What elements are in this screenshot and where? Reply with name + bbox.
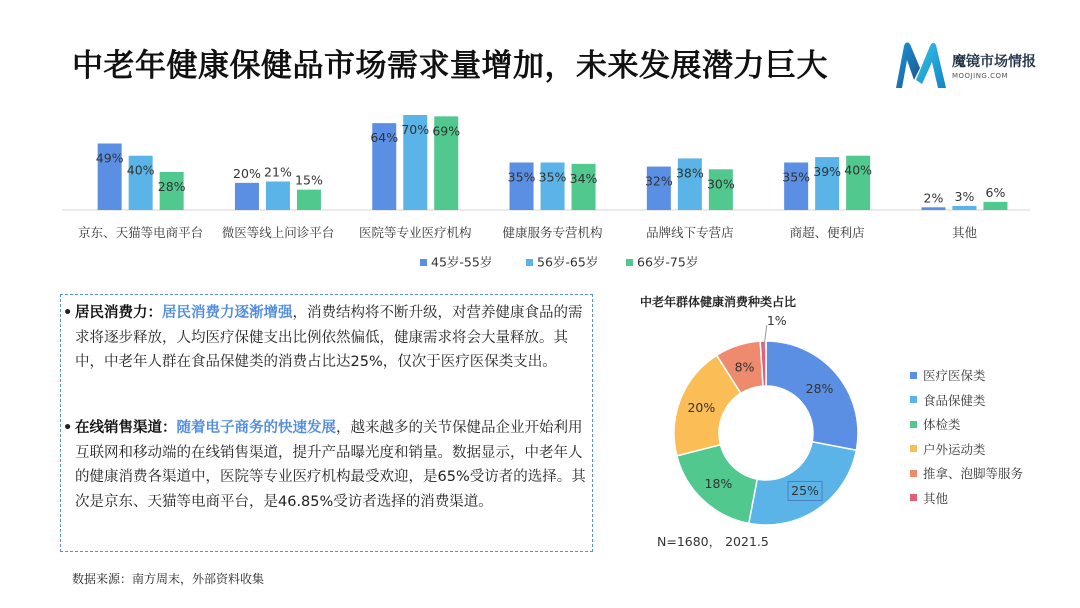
bar-data-label: 40% <box>126 162 155 178</box>
brand-logo <box>892 40 1062 92</box>
pie-legend-item <box>910 388 1023 413</box>
consumption-donut-chart <box>630 290 900 540</box>
brand-name: 魔镜市场情报 <box>952 54 1036 70</box>
legend-label: 其他 <box>923 490 949 506</box>
bar-data-label: 34% <box>569 170 598 186</box>
x-tick-label: 京东、天猫等电商平台 <box>78 225 204 240</box>
x-tick-label: 健康服务专营机构 <box>502 225 603 240</box>
bar-data-label: 69% <box>432 123 461 139</box>
x-tick-label: 其他 <box>951 225 977 240</box>
legend-label: 56岁-65岁 <box>537 254 599 270</box>
legend-swatch <box>910 494 917 501</box>
pie-data-label: 25% <box>791 482 819 498</box>
m-logo-icon <box>892 40 950 92</box>
para2-title: 在线销售渠道： <box>75 420 177 436</box>
bar-data-label: 35% <box>538 169 567 185</box>
x-tick-label: 医院等专业医疗机构 <box>358 225 472 240</box>
bullet: • <box>63 420 73 436</box>
bar-data-label: 2% <box>923 190 944 206</box>
bar-data-label: 30% <box>706 176 735 192</box>
bar-data-label: 70% <box>401 122 430 137</box>
channel-bar-chart <box>0 100 1080 280</box>
bar-data-label: 39% <box>813 164 842 180</box>
legend-swatch <box>910 470 917 477</box>
legend-swatch <box>626 259 633 266</box>
pie-data-label: 28% <box>805 381 834 397</box>
bar <box>297 190 321 210</box>
bar <box>921 207 945 210</box>
legend-label: 食品保健类 <box>923 392 986 408</box>
para2-body: ，越来越多的关节保健品企业开始利用互联网和移动端的在线销售渠道，提升产品曝光度和销量。数据显示，中老年人的健康消费各渠道中，医院等专业医疗机构最受欢迎，是65%受访者的选择。其次是京东、天猫等电商平台，是46.85%受访者选择的消费渠道。 <box>75 420 586 510</box>
legend-label: 医疗医保类 <box>923 368 986 384</box>
pie-data-label: 8% <box>734 359 755 375</box>
bar-data-label: 6% <box>985 184 1006 200</box>
legend-swatch <box>910 445 917 452</box>
pie-title: 中老年群体健康消费种类占比 <box>640 295 797 309</box>
bar <box>235 183 259 210</box>
x-tick-label: 微医等线上问诊平台 <box>221 225 335 240</box>
data-source: 数据来源：南方周末，外部资料收集 <box>72 572 265 586</box>
bar-data-label: 40% <box>844 162 873 178</box>
legend-label: 体检类 <box>923 417 961 433</box>
bar <box>266 182 290 211</box>
legend-swatch <box>910 396 917 403</box>
x-tick-label: 商超、便利店 <box>789 225 865 240</box>
bar-data-label: 21% <box>264 164 292 180</box>
legend-swatch <box>910 421 917 428</box>
legend-swatch <box>526 259 533 266</box>
bar <box>952 206 976 210</box>
pie-data-label: 1% <box>766 313 787 329</box>
bar-data-label: 35% <box>507 169 536 185</box>
insight-paragraph-consumption <box>63 301 595 375</box>
bar-data-label: 64% <box>370 130 399 146</box>
bar-data-label: 3% <box>954 188 975 204</box>
para1-body: ，消费结构将不断升级，对营养健康食品的需求将逐步释放，人均医疗保健支出比例依然偏低，健康需求将会大量释放。其中，中老年人群在食品保健类的消费占比达25%，仅次于医疗医保类支出。 <box>75 305 583 370</box>
legend-label: 66岁-75岁 <box>637 254 699 270</box>
insight-textbox <box>60 294 593 552</box>
pie-legend-item <box>910 412 1023 437</box>
pie-legend-item <box>910 486 1023 511</box>
bar <box>983 202 1007 210</box>
para1-title: 居民消费力： <box>75 305 162 321</box>
pie-legend-item <box>910 461 1023 486</box>
bar-data-label: 15% <box>295 172 323 188</box>
x-tick-label: 品牌线下专营店 <box>646 225 734 240</box>
legend-label: 户外运动类 <box>923 441 986 457</box>
legend-label: 推拿、泡脚等服务 <box>923 466 1024 482</box>
legend-swatch <box>910 372 917 379</box>
bar-data-label: 28% <box>157 179 186 194</box>
bar-data-label: 20% <box>233 165 261 181</box>
para1-highlight: 居民消费力逐渐增强 <box>162 305 293 321</box>
legend-label: 45岁-55岁 <box>431 254 493 270</box>
pie-legend <box>910 363 1023 510</box>
legend-swatch <box>420 259 427 266</box>
pie-legend-item <box>910 363 1023 388</box>
insight-paragraph-online <box>63 416 595 514</box>
pie-legend-item <box>910 437 1023 462</box>
bar-data-label: 49% <box>95 150 124 166</box>
bullet: • <box>63 305 73 321</box>
bar-data-label: 38% <box>675 165 704 181</box>
pie-sample-note: N=1680， 2021.5 <box>657 534 769 549</box>
bar-data-label: 32% <box>644 173 673 189</box>
page-title: 中老年健康保健品市场需求量增加，未来发展潜力巨大 <box>72 48 828 84</box>
para2-highlight: 随着电子商务的快速发展 <box>176 420 336 436</box>
brand-site: MOOJING.COM <box>952 72 1009 80</box>
pie-data-label: 20% <box>687 399 716 415</box>
bar-data-label: 35% <box>782 169 811 185</box>
pie-data-label: 18% <box>704 476 733 492</box>
